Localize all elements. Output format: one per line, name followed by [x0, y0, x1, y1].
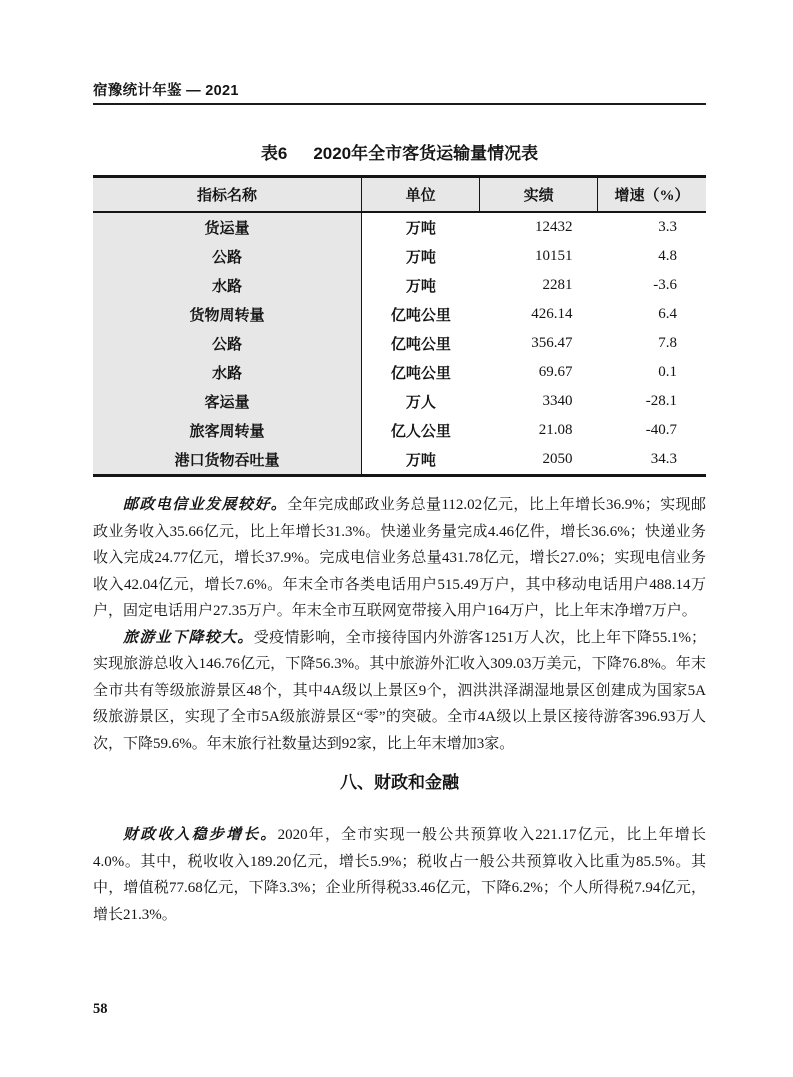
indicator-cell: 水路 — [93, 271, 361, 300]
paragraph-lead-finance: 财政收入稳步增长。 — [123, 827, 278, 843]
unit-cell: 万吨 — [361, 212, 479, 242]
value-cell: 21.08 — [480, 416, 598, 445]
paragraph-post-telecom — [93, 492, 706, 625]
table-row — [93, 445, 706, 476]
table-row — [93, 358, 706, 387]
growth-cell: -40.7 — [597, 416, 706, 445]
table-row — [93, 387, 706, 416]
value-cell: 10151 — [480, 242, 598, 271]
value-cell: 12432 — [480, 212, 598, 242]
running-head: 宿豫统计年鉴 — 2021 — [93, 83, 706, 105]
value-cell: 2050 — [480, 445, 598, 476]
table-row — [93, 242, 706, 271]
paragraph-body-finance: 2020年，全市实现一般公共预算收入221.17亿元，比上年增长4.0%。其中，税收收入189.20亿元，增长5.9%；税收占一般公共预算收入比重为85.5%。其中，增值税77.68亿元，下降3.3%；企业所得税33.46亿元，下降6.2%；个人所得税7.94亿元，增长21.3%。 — [93, 827, 706, 923]
unit-cell: 亿人公里 — [361, 416, 479, 445]
column-header-growth: 增速（%） — [597, 177, 706, 213]
paragraph-lead-tourism: 旅游业下降较大。 — [123, 629, 254, 646]
indicator-cell: 旅客周转量 — [93, 416, 361, 445]
unit-cell: 亿吨公里 — [361, 329, 479, 358]
growth-cell: 6.4 — [597, 300, 706, 329]
indicator-cell: 公路 — [93, 242, 361, 271]
indicator-cell: 货物周转量 — [93, 300, 361, 329]
indicator-cell: 货运量 — [93, 212, 361, 242]
indicator-cell: 客运量 — [93, 387, 361, 416]
growth-cell: 7.8 — [597, 329, 706, 358]
indicator-cell: 港口货物吞吐量 — [93, 445, 361, 476]
paragraph-body-tourism: 受疫情影响，全市接待国内外游客1251万人次，比上年下降55.1%；实现旅游总收入146.76亿元，下降56.3%。其中旅游外汇收入309.03万美元，下降76.8%。年末全市共有等级旅游景区48个，其中4A级以上景区9个，泗洪洪泽湖湿地景区创建成为国家5A级旅游景区，实现了全市5A级旅游景区“零”的突破。全市4A级以上景区接待游客396.93万人次，下降59.6%。年末旅行社数量达到92家，比上年末增加3家。 — [93, 629, 706, 752]
paragraph-tourism — [93, 625, 706, 758]
indicator-cell: 水路 — [93, 358, 361, 387]
page-content — [93, 0, 706, 928]
paragraph-body-post-telecom: 全年完成邮政业务总量112.02亿元，比上年增长36.9%；实现邮政业务收入35.66亿元，比上年增长31.3%。快递业务量完成4.46亿件，增长36.6%；快递业务收入完成24.77亿元，增长37.9%。完成电信业务总量431.78亿元，增长27.0%；实现电信业务收入42.04亿元，增长7.6%。年末全市各类电话用户515.49万户，其中移动电话用户488.14万户，固定电话用户27.35万户。年末全市互联网宽带接入用户164万户，比上年末净增7万户。 — [93, 497, 706, 619]
growth-cell: 0.1 — [597, 358, 706, 387]
table-row — [93, 329, 706, 358]
table-row — [93, 212, 706, 242]
table-number-label: 表6 — [260, 144, 288, 163]
value-cell: 426.14 — [480, 300, 598, 329]
table-row — [93, 271, 706, 300]
column-header-value: 实绩 — [480, 177, 598, 213]
table-title-text: 2020年全市客货运输量情况表 — [313, 144, 539, 163]
growth-cell: 34.3 — [597, 445, 706, 476]
growth-cell: -3.6 — [597, 271, 706, 300]
unit-cell: 万吨 — [361, 271, 479, 300]
unit-cell: 亿吨公里 — [361, 300, 479, 329]
page-number: 58 — [93, 1001, 108, 1017]
growth-cell: 4.8 — [597, 242, 706, 271]
table-header-row — [93, 177, 706, 213]
value-cell: 2281 — [480, 271, 598, 300]
growth-cell: -28.1 — [597, 387, 706, 416]
section-heading-finance: 八、财政和金融 — [340, 773, 459, 792]
table-row — [93, 300, 706, 329]
indicator-cell: 公路 — [93, 329, 361, 358]
column-header-unit: 单位 — [361, 177, 479, 213]
value-cell: 69.67 — [480, 358, 598, 387]
column-header-indicator: 指标名称 — [93, 177, 361, 213]
unit-cell: 万吨 — [361, 445, 479, 476]
unit-cell: 万吨 — [361, 242, 479, 271]
paragraph-lead-post-telecom: 邮政电信业发展较好。 — [123, 497, 288, 513]
table-title — [93, 143, 706, 165]
table-row — [93, 416, 706, 445]
unit-cell: 亿吨公里 — [361, 358, 479, 387]
value-cell: 356.47 — [480, 329, 598, 358]
growth-cell: 3.3 — [597, 212, 706, 242]
unit-cell: 万人 — [361, 387, 479, 416]
value-cell: 3340 — [480, 387, 598, 416]
transport-volume-table — [93, 175, 706, 477]
paragraph-finance — [93, 822, 706, 928]
